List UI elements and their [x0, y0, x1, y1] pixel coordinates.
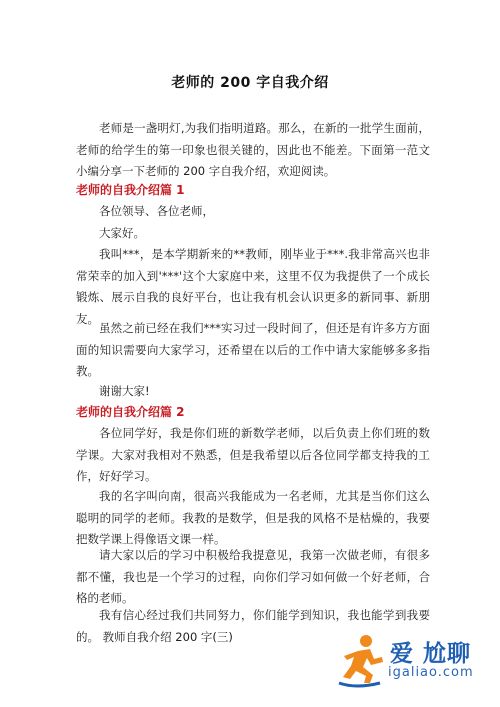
runner-logo-icon — [336, 633, 388, 689]
section-2-paragraph-2: 我的名字叫向南，很高兴我能成为一名老师，尤其是当你们这么聪明的同学的老师。我教的是数学，但是我的风格不是枯燥的，我要把数学课上得像语文课一样。 — [76, 489, 430, 547]
section-2-heading: 老师的自我介绍篇 2 — [76, 405, 185, 419]
section-1-heading: 老师的自我介绍篇 1 — [76, 183, 185, 197]
watermark-text: 爱 尬聊 — [390, 641, 472, 667]
watermark-url: igaliao.com — [388, 665, 474, 680]
greeting-line: 各位领导、各位老师， — [99, 204, 214, 218]
section-2-paragraph-4: 我有信心经过我们共同努力，你们能学到知识，我也能学到我要的。 教师自我介绍 200 字(三) — [76, 608, 430, 644]
hello-line: 大家好。 — [99, 226, 145, 240]
thanks-line: 谢谢大家! — [99, 384, 150, 398]
section-2-paragraph-1: 各位同学好，我是你们班的新数学老师，以后负责上你们班的数学课。大家对我相对不熟悉，但是我希望以后各位同学都支持我的工作，好好学习。 — [76, 426, 430, 484]
section-2-paragraph-3: 请大家以后的学习中积极给我提意见，我第一次做老师，有很多都不懂，我也是一个学习的过程，向你们学习如何做一个好老师，合格的老师。 — [76, 548, 430, 606]
section-1-paragraph-2: 虽然之前已经在我们***实习过一段时间了，但还是有许多方方面面的知识需要向大家学习，还希望在以后的工作中请大家能够多多指教。 — [76, 321, 430, 379]
section-1-paragraph-1: 我叫***，是本学期新来的**教师，刚毕业于***.我非常高兴也非常荣幸的加入到'***'这个大家庭中来，这里不仅为我提供了一个成长锻炼、展示自我的良好平台，也让我有机会认识更多的新同事、新朋友。 — [76, 247, 430, 326]
site-watermark — [336, 631, 496, 691]
intro-paragraph: 老师是一盏明灯,为我们指明道路。那么，在新的一批学生面前，老师的给学生的第一印象也很关键的，因此也不能差。下面第一范文小编分享一下老师的 200 字自我介绍，欢迎阅读。 — [76, 121, 430, 179]
page-title: 老师的 200 字自我介绍 — [171, 75, 329, 91]
